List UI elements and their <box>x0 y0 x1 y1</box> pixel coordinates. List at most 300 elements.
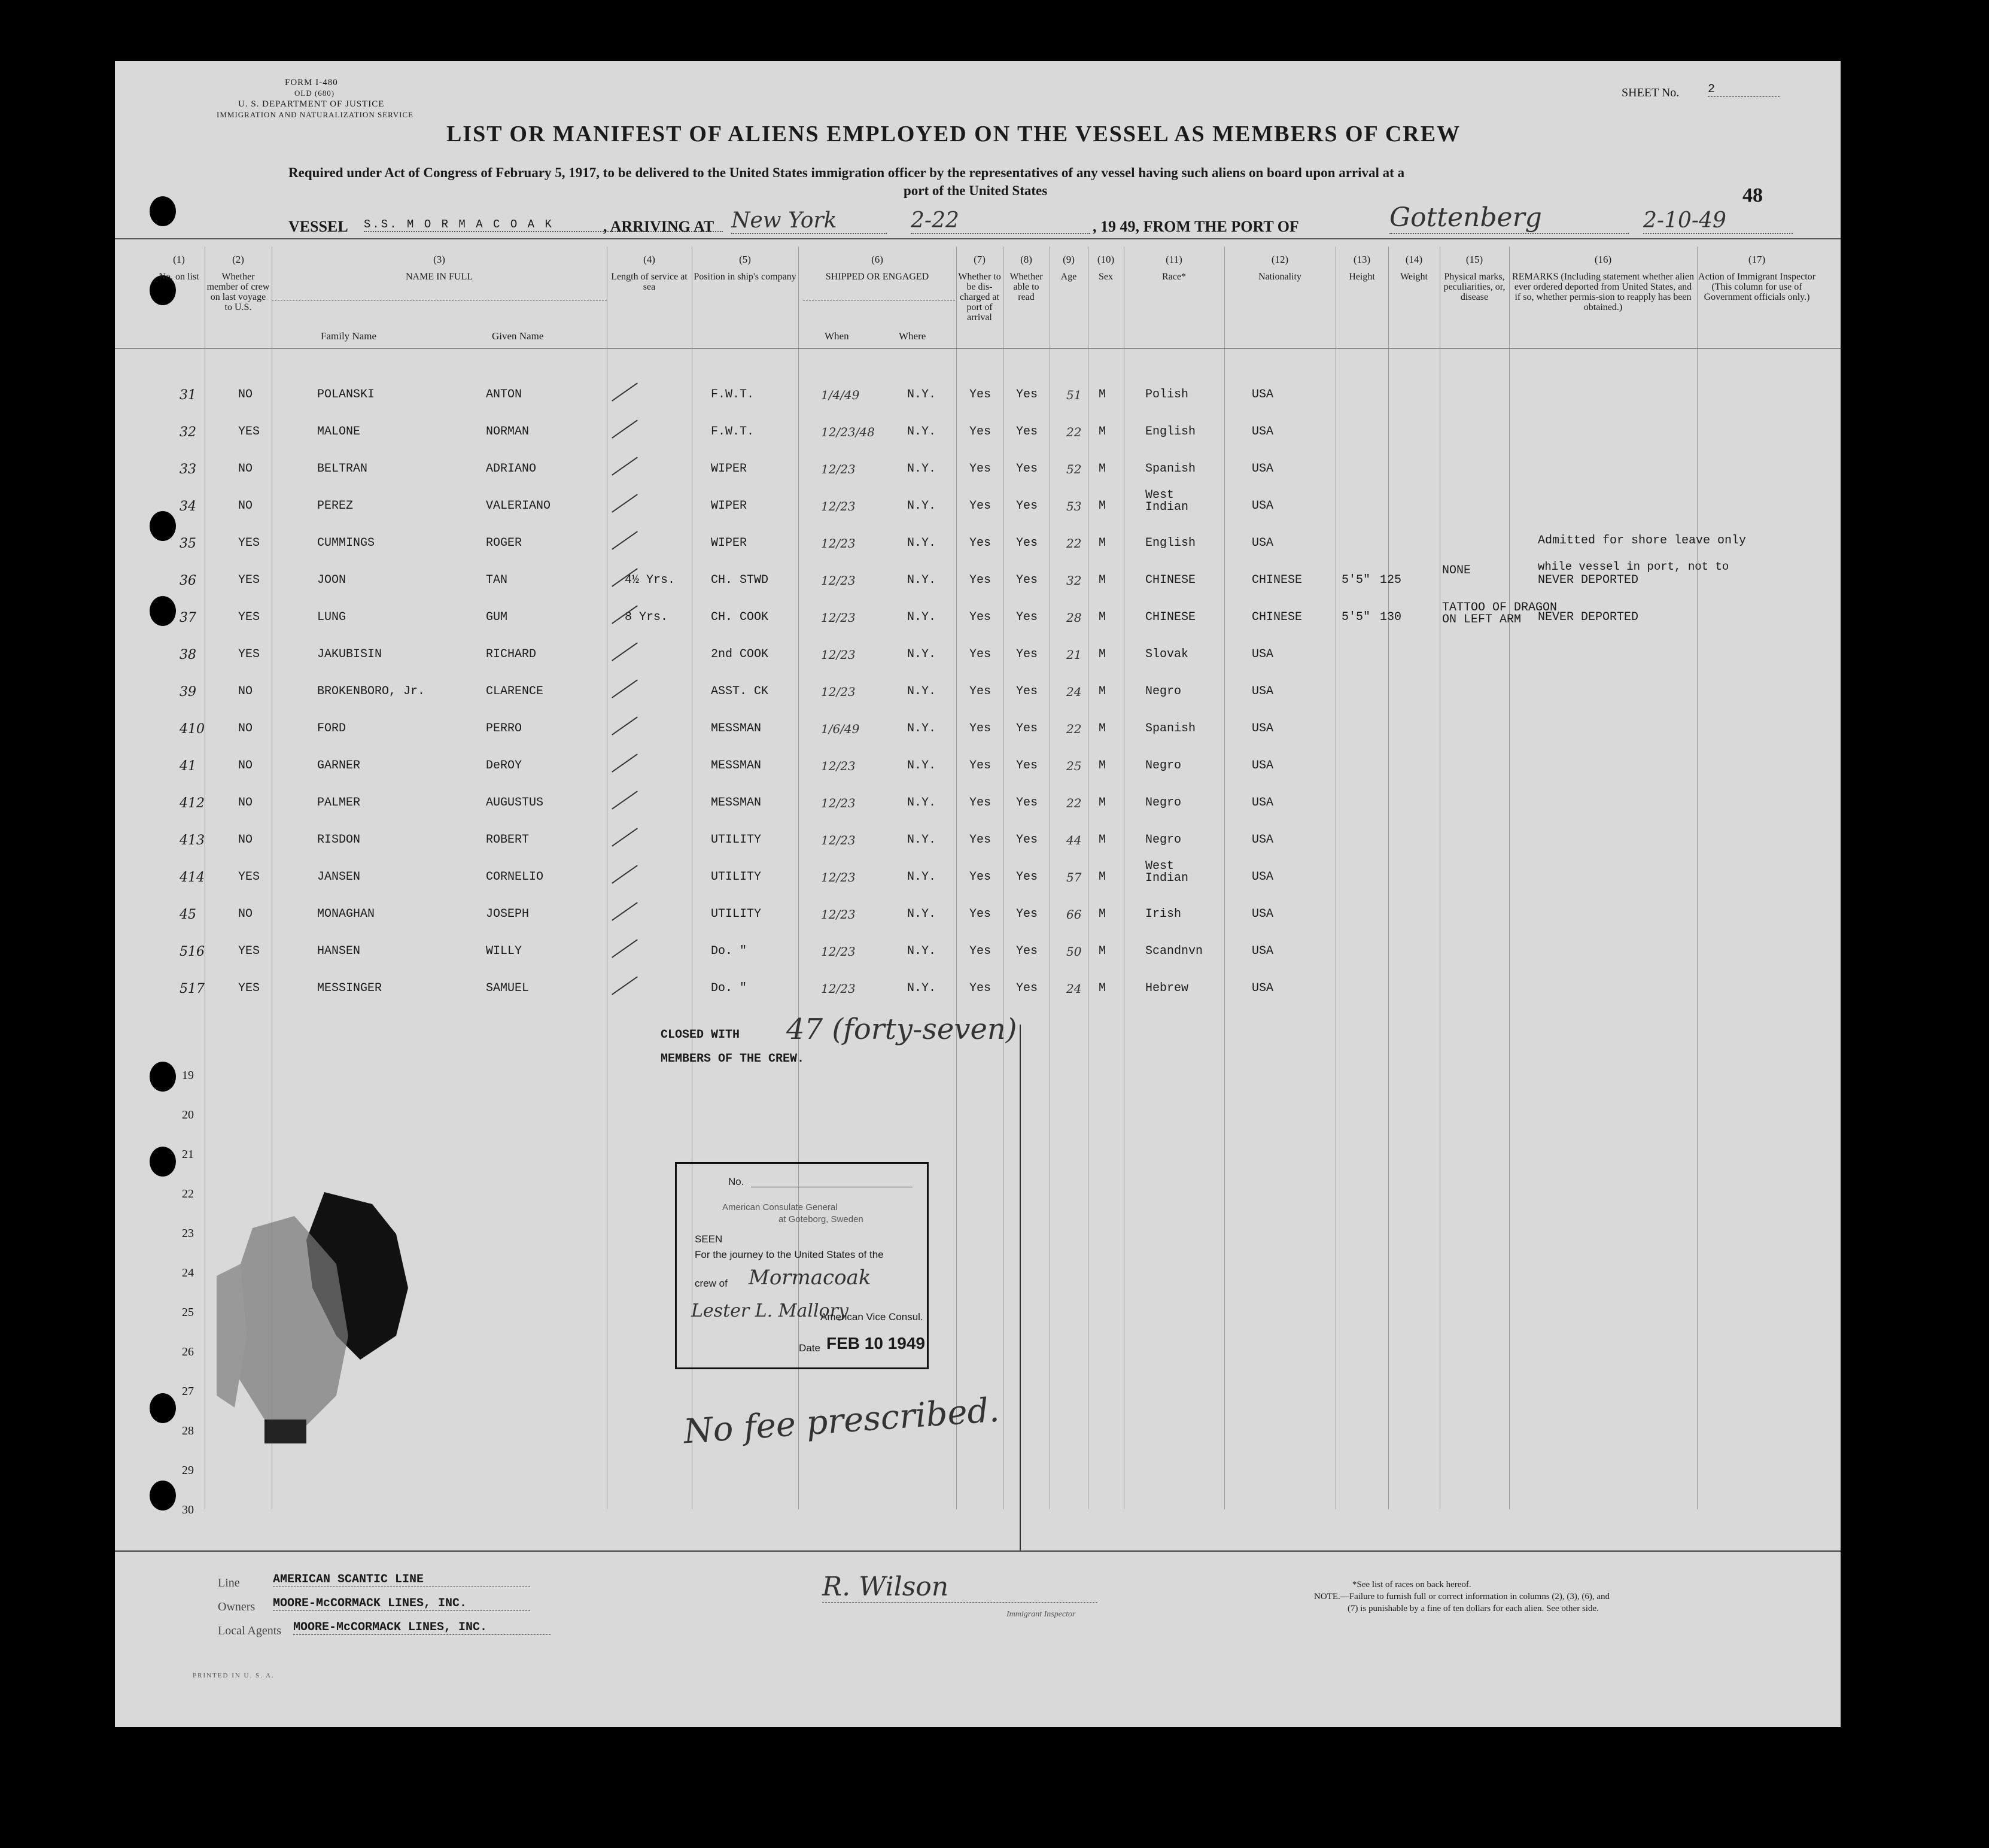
stamp-journey: For the journey to the United States of the <box>695 1249 884 1260</box>
cell-where: N.Y. <box>907 981 936 995</box>
cell-when: 12/23 <box>821 536 856 551</box>
arriving-label: , ARRIVING AT <box>603 218 714 235</box>
cell-last: NO <box>238 499 253 513</box>
table-row <box>115 833 1841 857</box>
cell-remarks: NEVER DEPORTED <box>1538 573 1639 587</box>
cell-where: N.Y. <box>907 648 936 661</box>
cell-nat: USA <box>1252 722 1274 735</box>
column-header: Length of service at sea <box>611 272 688 292</box>
cell-given: DeROY <box>486 759 522 773</box>
cell-sex: M <box>1099 573 1106 587</box>
cell-when: 12/23 <box>821 796 856 810</box>
cell-race: Spanish <box>1145 462 1196 476</box>
column-number: (1) <box>173 254 185 265</box>
column-number: (14) <box>1405 254 1423 265</box>
inspector-label: Immigrant Inspector <box>1006 1610 1076 1619</box>
closing-line <box>1020 1025 1021 1551</box>
cell-age: 50 <box>1066 944 1082 959</box>
row-number: 30 <box>182 1503 194 1516</box>
consulate-stamp <box>675 1162 929 1369</box>
table-row <box>115 685 1841 709</box>
cell-disch: Yes <box>969 944 992 958</box>
cell-sex: M <box>1099 388 1106 402</box>
cell-no: 38 <box>180 648 196 662</box>
cell-family: BELTRAN <box>317 462 368 476</box>
footer-line-label: Line <box>218 1576 240 1589</box>
column-header: No. on list <box>159 272 199 282</box>
cell-no: 45 <box>180 907 196 922</box>
column-header: Age <box>1060 272 1077 282</box>
cell-age: 24 <box>1066 685 1082 699</box>
vessel-label: VESSEL <box>288 218 348 235</box>
punch-hole <box>150 1393 176 1423</box>
cell-position: UTILITY <box>711 833 762 847</box>
column-header: Race* <box>1162 272 1186 282</box>
column-header: NAME IN FULL <box>406 272 473 282</box>
cell-when: 12/23 <box>821 907 856 922</box>
row-number: 28 <box>182 1424 194 1437</box>
cell-service: 4½ Yrs. <box>625 573 676 587</box>
column-header: Whether to be dis-charged at port of arrival <box>958 272 1001 323</box>
cell-disch: Yes <box>969 870 992 884</box>
cell-given: CORNELIO <box>486 870 544 884</box>
footer-agents-label: Local Agents <box>218 1624 282 1637</box>
cell-read: Yes <box>1016 796 1038 810</box>
cell-disch: Yes <box>969 722 992 735</box>
cell-race: Negro <box>1145 833 1182 847</box>
cell-sex: M <box>1099 796 1106 810</box>
cell-last: YES <box>238 981 260 995</box>
footer-line-value: AMERICAN SCANTIC LINE <box>273 1573 530 1587</box>
cell-age: 22 <box>1066 536 1082 551</box>
cell-no: 517 <box>180 981 205 996</box>
printed-in: PRINTED IN U. S. A. <box>193 1672 275 1679</box>
from-port: Gottenberg <box>1389 202 1629 234</box>
cell-when: 12/23 <box>821 981 856 996</box>
table-row <box>115 944 1841 968</box>
cell-sex: M <box>1099 870 1106 884</box>
row-number: 24 <box>182 1266 194 1279</box>
cell-given: SAMUEL <box>486 981 530 995</box>
column-number: (6) <box>871 254 883 265</box>
department: U. S. DEPARTMENT OF JUSTICE <box>238 99 385 109</box>
column-header: Weight <box>1400 272 1428 282</box>
cell-race: Negro <box>1145 685 1182 698</box>
header-rule <box>115 238 1841 239</box>
cell-nat: USA <box>1252 759 1274 773</box>
cell-last: YES <box>238 610 260 624</box>
column-number: (13) <box>1353 254 1371 265</box>
inspector-signature: R. Wilson <box>822 1572 1097 1603</box>
cell-nat: USA <box>1252 425 1274 439</box>
table-row <box>115 759 1841 783</box>
cell-race: Scandnvn <box>1145 944 1203 958</box>
cell-sex: M <box>1099 722 1106 735</box>
column-header: Physical marks, peculiarities, or, disease <box>1443 272 1506 302</box>
cell-weight: 125 <box>1380 573 1402 587</box>
cell-position: WIPER <box>711 499 747 513</box>
cell-race: English <box>1145 425 1196 439</box>
cell-age: 32 <box>1066 573 1082 588</box>
column-header: Whether member of crew on last voyage to U.S. <box>206 272 270 312</box>
cell-given: NORMAN <box>486 425 530 439</box>
stamp-no-label: No. <box>728 1176 744 1187</box>
subhead-where: Where <box>899 330 926 342</box>
cell-disch: Yes <box>969 425 992 439</box>
cell-sex: M <box>1099 981 1106 995</box>
page-number: 48 <box>1742 184 1763 206</box>
column-header: Height <box>1349 272 1375 282</box>
column-number: (10) <box>1097 254 1115 265</box>
cell-family: MESSINGER <box>317 981 382 995</box>
cell-where: N.Y. <box>907 499 936 513</box>
stamp-ship-name: Mormacoak <box>749 1266 871 1290</box>
cell-given: TAN <box>486 573 508 587</box>
cell-position: Do. " <box>711 944 747 958</box>
cell-race: Negro <box>1145 796 1182 810</box>
cell-no: 35 <box>180 536 196 551</box>
cell-sex: M <box>1099 833 1106 847</box>
cell-family: LUNG <box>317 610 346 624</box>
stamp-signature: Lester L. Mallory <box>691 1300 848 1321</box>
cell-when: 12/23 <box>821 870 856 885</box>
subhead-given: Given Name <box>492 330 544 342</box>
cell-when: 12/23 <box>821 573 856 588</box>
cell-position: MESSMAN <box>711 759 762 773</box>
cell-last: YES <box>238 425 260 439</box>
cell-age: 21 <box>1066 648 1082 662</box>
cell-disch: Yes <box>969 833 992 847</box>
cell-last: YES <box>238 536 260 550</box>
cell-where: N.Y. <box>907 610 936 624</box>
cell-position: MESSMAN <box>711 722 762 735</box>
cell-last: NO <box>238 685 253 698</box>
cell-last: NO <box>238 722 253 735</box>
form-old: OLD (680) <box>294 89 335 98</box>
cell-no: 32 <box>180 425 196 440</box>
footer-note-3: (7) is punishable by a fine of ten dollars for each alien. See other side. <box>1348 1604 1599 1613</box>
cell-when: 1/6/49 <box>821 722 860 736</box>
cell-last: YES <box>238 648 260 661</box>
column-number: (17) <box>1748 254 1766 265</box>
cell-age: 57 <box>1066 870 1082 885</box>
cell-given: CLARENCE <box>486 685 544 698</box>
cell-sex: M <box>1099 685 1106 698</box>
vessel-name: S.S. M O R M A C O A K <box>364 218 723 232</box>
cell-read: Yes <box>1016 722 1038 735</box>
cell-read: Yes <box>1016 648 1038 661</box>
cell-sex: M <box>1099 499 1106 513</box>
cell-where: N.Y. <box>907 388 936 402</box>
cell-nat: USA <box>1252 907 1274 921</box>
cell-given: VALERIANO <box>486 499 551 513</box>
footer-owners-label: Owners <box>218 1600 256 1613</box>
cell-where: N.Y. <box>907 462 936 476</box>
column-number: (11) <box>1166 254 1182 265</box>
cell-race: Spanish <box>1145 722 1196 735</box>
table-row <box>115 601 1841 634</box>
cell-nat: USA <box>1252 870 1274 884</box>
cell-sex: M <box>1099 610 1106 624</box>
cell-age: 52 <box>1066 462 1082 476</box>
stamp-seen: SEEN <box>695 1233 723 1245</box>
page-title: LIST OR MANIFEST OF ALIENS EMPLOYED ON THE VESSEL AS MEMBERS OF CREW <box>446 121 1461 147</box>
cell-race: West Indian <box>1145 488 1189 514</box>
cell-read: Yes <box>1016 870 1038 884</box>
row-number: 26 <box>182 1345 194 1358</box>
column-number: (15) <box>1465 254 1483 265</box>
cell-last: YES <box>238 573 260 587</box>
cell-family: GARNER <box>317 759 361 773</box>
cell-age: 66 <box>1066 907 1082 922</box>
cell-disch: Yes <box>969 499 992 513</box>
cell-family: FORD <box>317 722 346 735</box>
cell-disch: Yes <box>969 907 992 921</box>
cell-position: UTILITY <box>711 907 762 921</box>
table-row <box>115 722 1841 746</box>
cell-read: Yes <box>1016 685 1038 698</box>
stamp-consulate: American Consulate General <box>722 1202 838 1212</box>
cell-when: 12/23 <box>821 648 856 662</box>
cell-read: Yes <box>1016 462 1038 476</box>
cell-when: 12/23 <box>821 685 856 699</box>
cell-position: CH. STWD <box>711 573 769 587</box>
cell-given: PERRO <box>486 722 522 735</box>
cell-disch: Yes <box>969 610 992 624</box>
cell-disch: Yes <box>969 648 992 661</box>
cell-weight: 130 <box>1380 610 1402 624</box>
cell-nat: USA <box>1252 981 1274 995</box>
cell-no: 39 <box>180 685 196 700</box>
punch-hole <box>150 1062 176 1092</box>
cell-age: 44 <box>1066 833 1082 847</box>
cell-last: NO <box>238 796 253 810</box>
cell-disch: Yes <box>969 981 992 995</box>
cell-position: F.W.T. <box>711 425 755 439</box>
cell-age: 22 <box>1066 722 1082 736</box>
service: IMMIGRATION AND NATURALIZATION SERVICE <box>217 110 414 119</box>
closed-with: CLOSED WITH <box>661 1028 740 1042</box>
table-row <box>115 488 1841 523</box>
table-row <box>115 907 1841 931</box>
form-number: FORM I-480 <box>285 78 338 87</box>
row-number: 21 <box>182 1148 194 1161</box>
cell-where: N.Y. <box>907 759 936 773</box>
table-row <box>115 981 1841 1005</box>
cell-family: CUMMINGS <box>317 536 375 550</box>
cell-where: N.Y. <box>907 907 936 921</box>
cell-remarks: NEVER DEPORTED <box>1538 610 1639 624</box>
cell-family: PEREZ <box>317 499 354 513</box>
arriving-port: New York <box>731 208 887 234</box>
cell-race: CHINESE <box>1145 573 1196 587</box>
column-number: (16) <box>1594 254 1612 265</box>
stamp-consulate-city: at Goteborg, Sweden <box>778 1214 863 1224</box>
cell-read: Yes <box>1016 425 1038 439</box>
column-number: (3) <box>433 254 445 265</box>
cell-no: 31 <box>180 388 196 403</box>
column-number: (4) <box>643 254 655 265</box>
cell-nat: USA <box>1252 685 1274 698</box>
cell-given: ANTON <box>486 388 522 402</box>
cell-where: N.Y. <box>907 944 936 958</box>
arrival-date: 2-22 <box>911 208 1090 234</box>
cell-nat: USA <box>1252 833 1274 847</box>
cell-when: 12/23 <box>821 499 856 513</box>
row-number: 25 <box>182 1306 194 1319</box>
cell-age: 24 <box>1066 981 1082 996</box>
cell-nat: USA <box>1252 388 1274 402</box>
cell-race: West Indian <box>1145 859 1189 885</box>
year-from-label: , 19 49, FROM THE PORT OF <box>1093 218 1299 235</box>
cell-service: 8 Yrs. <box>625 610 668 624</box>
cell-sex: M <box>1099 462 1106 476</box>
subhead-family: Family Name <box>321 330 377 342</box>
cell-when: 12/23 <box>821 462 856 476</box>
cell-where: N.Y. <box>907 796 936 810</box>
column-header: Position in ship's company <box>694 272 796 282</box>
column-header: Action of Immigrant Inspector (This column for use of Government officials only.) <box>1698 272 1815 302</box>
cell-family: HANSEN <box>317 944 361 958</box>
column-number: (9) <box>1063 254 1075 265</box>
embossed-seal <box>217 1180 420 1455</box>
cell-age: 28 <box>1066 610 1082 625</box>
cell-nat: USA <box>1252 796 1274 810</box>
column-number: (5) <box>739 254 751 265</box>
cell-sex: M <box>1099 536 1106 550</box>
cell-given: RICHARD <box>486 648 537 661</box>
cell-marks: NONE <box>1442 564 1471 578</box>
cell-no: 36 <box>180 573 196 588</box>
cell-family: JANSEN <box>317 870 361 884</box>
column-header: Whether able to read <box>1009 272 1043 302</box>
row-number: 20 <box>182 1108 194 1121</box>
cell-given: ADRIANO <box>486 462 537 476</box>
sheet-number: 2 <box>1708 83 1780 97</box>
footer-note-1: *See list of races on back hereof. <box>1352 1580 1471 1589</box>
cell-family: PALMER <box>317 796 361 810</box>
cell-disch: Yes <box>969 685 992 698</box>
handwritten-note: No fee prescribed. <box>682 1390 1001 1452</box>
cell-given: JOSEPH <box>486 907 530 921</box>
cell-no: 33 <box>180 462 196 477</box>
cell-position: CH. COOK <box>711 610 769 624</box>
cell-race: CHINESE <box>1145 610 1196 624</box>
cell-family: BROKENBORO, Jr. <box>317 685 425 698</box>
column-number: (8) <box>1020 254 1032 265</box>
column-number: (7) <box>974 254 986 265</box>
cell-disch: Yes <box>969 388 992 402</box>
cell-where: N.Y. <box>907 573 936 587</box>
cell-disch: Yes <box>969 796 992 810</box>
table-row <box>115 796 1841 820</box>
cell-when: 1/4/49 <box>821 388 860 402</box>
cell-height: 5'5" <box>1342 610 1371 624</box>
row-number: 29 <box>182 1464 194 1477</box>
manifest-page <box>115 61 1841 1727</box>
subtitle-line-1: Required under Act of Congress of February 5, 1917, to be delivered to the United States immigration officer by the representatives of any vessel having such aliens on board upon arrival at a <box>288 165 1405 180</box>
stamp-date-label: Date <box>799 1342 820 1354</box>
cell-last: NO <box>238 833 253 847</box>
crew-count: 47 (forty-seven) <box>786 1013 1017 1046</box>
cell-when: 12/23 <box>821 610 856 625</box>
column-number: (2) <box>232 254 244 265</box>
cell-given: ROGER <box>486 536 522 550</box>
cell-last: YES <box>238 944 260 958</box>
footer-owners-value: MOORE-McCORMACK LINES, INC. <box>273 1597 530 1611</box>
cell-no: 413 <box>180 833 205 848</box>
column-header: REMARKS (Including statement whether alien ever ordered deported from United States, and if so, whether permis-sion to reapply has been obtained.) <box>1512 272 1694 312</box>
cell-read: Yes <box>1016 573 1038 587</box>
cell-age: 22 <box>1066 425 1082 439</box>
cell-age: 25 <box>1066 759 1082 773</box>
cell-family: JOON <box>317 573 346 587</box>
cell-position: F.W.T. <box>711 388 755 402</box>
cell-no: 410 <box>180 722 205 737</box>
row-number: 23 <box>182 1227 194 1240</box>
column-header: Nationality <box>1258 272 1301 282</box>
cell-race: Hebrew <box>1145 981 1189 995</box>
cell-sex: M <box>1099 648 1106 661</box>
members-of-crew: MEMBERS OF THE CREW. <box>661 1052 805 1066</box>
cell-where: N.Y. <box>907 425 936 439</box>
cell-disch: Yes <box>969 759 992 773</box>
stamp-date: FEB 10 1949 <box>826 1334 925 1352</box>
cell-disch: Yes <box>969 462 992 476</box>
cell-nat: USA <box>1252 648 1274 661</box>
cell-sex: M <box>1099 425 1106 439</box>
punch-hole <box>150 1481 176 1510</box>
cell-when: 12/23/48 <box>821 425 875 439</box>
cell-race: Slovak <box>1145 648 1189 661</box>
cell-where: N.Y. <box>907 722 936 735</box>
cell-position: WIPER <box>711 536 747 550</box>
cell-when: 12/23 <box>821 759 856 773</box>
cell-race: English <box>1145 536 1196 550</box>
cell-no: 41 <box>180 759 196 774</box>
cell-position: ASST. CK <box>711 685 769 698</box>
cell-position: MESSMAN <box>711 796 762 810</box>
cell-read: Yes <box>1016 499 1038 513</box>
remarks-continued: while vessel in port, not to <box>1538 560 1729 573</box>
cell-position: UTILITY <box>711 870 762 884</box>
cell-family: MONAGHAN <box>317 907 375 921</box>
subtitle-line-2: port of the United States <box>904 183 1048 198</box>
cell-position: WIPER <box>711 462 747 476</box>
cell-position: Do. " <box>711 981 747 995</box>
cell-family: POLANSKI <box>317 388 375 402</box>
cell-given: ROBERT <box>486 833 530 847</box>
cell-nat: USA <box>1252 462 1274 476</box>
cell-read: Yes <box>1016 388 1038 402</box>
cell-age: 53 <box>1066 499 1082 513</box>
cell-nat: USA <box>1252 944 1274 958</box>
cell-read: Yes <box>1016 833 1038 847</box>
cell-last: NO <box>238 907 253 921</box>
cell-where: N.Y. <box>907 685 936 698</box>
from-date: 2-10-49 <box>1643 208 1793 234</box>
cell-last: NO <box>238 759 253 773</box>
cell-read: Yes <box>1016 907 1038 921</box>
cell-race: Negro <box>1145 759 1182 773</box>
cell-family: MALONE <box>317 425 361 439</box>
cell-read: Yes <box>1016 944 1038 958</box>
punch-hole <box>150 1147 176 1177</box>
cell-given: WILLY <box>486 944 522 958</box>
cell-no: 412 <box>180 796 205 811</box>
cell-given: AUGUSTUS <box>486 796 544 810</box>
column-header: SHIPPED OR ENGAGED <box>825 272 929 282</box>
